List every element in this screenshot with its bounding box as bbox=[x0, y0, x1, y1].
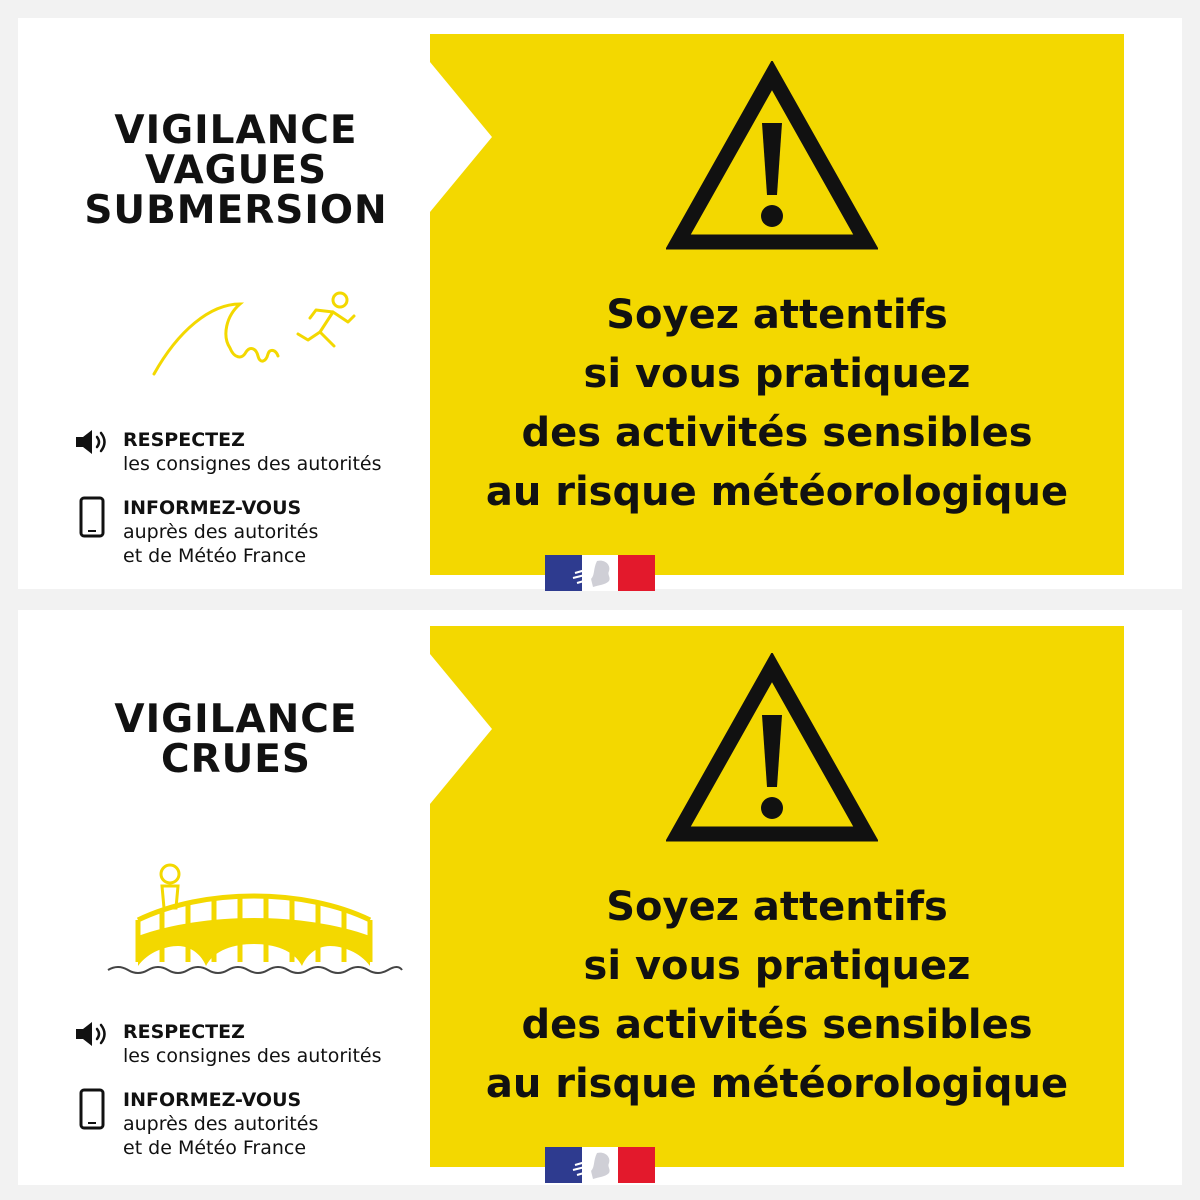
advice-respectez bbox=[74, 428, 414, 498]
advice-heading: INFORMEZ-VOUS bbox=[123, 497, 302, 519]
advice-text bbox=[123, 1088, 318, 1160]
message-line: au risque météorologique bbox=[485, 469, 1069, 515]
advice-line: les consignes des autorités bbox=[123, 453, 382, 475]
advice-line: auprès des autorités bbox=[123, 521, 319, 543]
speaker-icon bbox=[74, 428, 112, 456]
vigilance-title bbox=[58, 108, 414, 233]
wave-runner-icon bbox=[148, 286, 358, 382]
marianne-flag-logo bbox=[545, 555, 655, 591]
phone-icon bbox=[79, 496, 105, 538]
warning-triangle-icon bbox=[666, 653, 878, 847]
marianne-flag-logo bbox=[545, 1147, 655, 1183]
title-line: VIGILANCE bbox=[114, 697, 358, 742]
advice-informez bbox=[74, 1088, 414, 1158]
message-line: des activités sensibles bbox=[521, 410, 1033, 456]
vigilance-card-crues bbox=[18, 610, 1182, 1185]
warning-triangle-icon bbox=[666, 61, 878, 255]
alert-message bbox=[430, 878, 1124, 1114]
message-line: Soyez attentifs bbox=[606, 884, 948, 930]
advice-text bbox=[123, 428, 382, 476]
advice-line: et de Météo France bbox=[123, 1137, 307, 1159]
bridge-flood-icon bbox=[104, 862, 404, 978]
advice-line: et de Météo France bbox=[123, 545, 307, 567]
message-line: si vous pratiquez bbox=[583, 943, 971, 989]
vigilance-card-vagues-submersion bbox=[18, 18, 1182, 589]
phone-icon bbox=[79, 1088, 105, 1130]
message-line: Soyez attentifs bbox=[606, 292, 948, 338]
alert-panel bbox=[430, 626, 1124, 1167]
alert-panel bbox=[430, 34, 1124, 575]
message-line: des activités sensibles bbox=[521, 1002, 1033, 1048]
title-line: SUBMERSION bbox=[84, 188, 388, 233]
title-line: VIGILANCE bbox=[114, 108, 358, 153]
advice-line: auprès des autorités bbox=[123, 1113, 319, 1135]
advice-respectez bbox=[74, 1020, 414, 1090]
advice-text bbox=[123, 1020, 382, 1068]
alert-message bbox=[430, 286, 1124, 522]
message-line: si vous pratiquez bbox=[583, 351, 971, 397]
advice-text bbox=[123, 496, 318, 568]
advice-heading: RESPECTEZ bbox=[123, 1021, 245, 1043]
title-line: VAGUES bbox=[144, 148, 328, 193]
advice-heading: INFORMEZ-VOUS bbox=[123, 1089, 302, 1111]
advice-heading: RESPECTEZ bbox=[123, 429, 245, 451]
vigilance-title bbox=[58, 697, 414, 782]
message-line: au risque météorologique bbox=[485, 1061, 1069, 1107]
speaker-icon bbox=[74, 1020, 112, 1048]
title-line: CRUES bbox=[160, 737, 312, 782]
advice-line: les consignes des autorités bbox=[123, 1045, 382, 1067]
advice-informez bbox=[74, 496, 414, 566]
